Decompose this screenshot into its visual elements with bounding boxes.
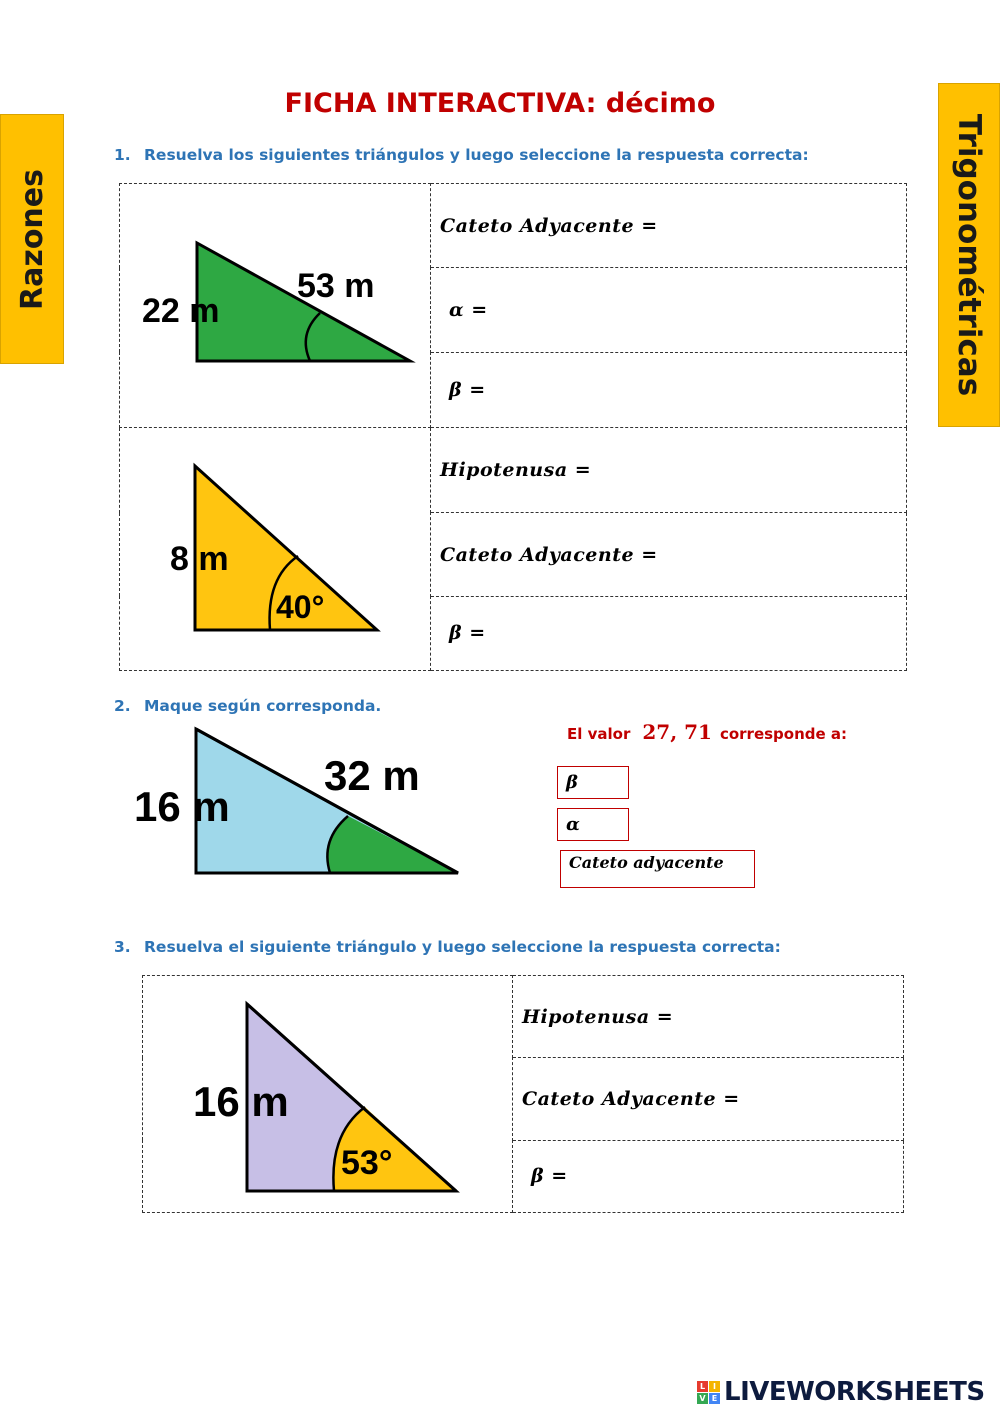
field-row[interactable] — [431, 184, 907, 268]
option-alpha-label: α — [566, 814, 580, 835]
field-row[interactable] — [431, 352, 907, 427]
triangle-q2-side-label: 16 m — [134, 783, 230, 830]
triangle-q2-hyp-label: 32 m — [324, 752, 420, 799]
triangle-a-figure — [120, 184, 430, 427]
liveworksheets-brand-text: LIVEWORKSHEETS — [724, 1377, 985, 1407]
option-beta-label: β — [566, 772, 578, 793]
side-tab-razones — [0, 114, 64, 364]
valor-number: 27, 71 — [642, 720, 712, 744]
question-2-text: Maque según corresponda. — [144, 697, 382, 715]
option-cateto-adyacente[interactable] — [560, 850, 755, 888]
question-1-text: Resuelva los siguientes triángulos y luego seleccione la respuesta correcta: — [144, 146, 809, 164]
field-row[interactable] — [513, 1058, 904, 1140]
logo-letter: E — [709, 1393, 720, 1404]
field-row[interactable] — [513, 976, 904, 1058]
field-label: Cateto Adyacente = — [440, 543, 658, 566]
side-tab-trigonometricas — [938, 83, 1000, 427]
option-beta[interactable] — [557, 766, 629, 799]
field-row[interactable] — [513, 1140, 904, 1212]
triangle-q3-angle-label: 53° — [341, 1144, 393, 1182]
triangle-q3-side-label: 16 m — [193, 1078, 289, 1125]
question-1 — [114, 146, 809, 164]
triangle-q2-figure — [120, 718, 480, 898]
option-alpha[interactable] — [557, 808, 629, 841]
field-label: α = — [449, 299, 488, 322]
valor-statement — [567, 720, 847, 744]
question-3 — [114, 938, 781, 956]
triangle-a-hyp-label: 53 m — [297, 267, 375, 305]
triangle-q3-figure — [143, 976, 512, 1212]
question-3-text: Resuelva el siguiente triángulo y luego seleccione la respuesta correcta: — [144, 938, 781, 956]
field-row[interactable] — [431, 428, 907, 513]
triangle-b-cell — [120, 428, 431, 671]
liveworksheets-logo-icon — [697, 1381, 720, 1404]
logo-letter: V — [697, 1393, 708, 1404]
question-2-number: 2. — [114, 697, 131, 715]
option-cateto-label: Cateto adyacente — [569, 853, 724, 872]
valor-prefix: El valor — [567, 725, 631, 743]
valor-suffix: corresponde a: — [719, 725, 848, 743]
triangle-b-figure — [120, 428, 430, 670]
field-row[interactable] — [431, 513, 907, 596]
side-tab-left-label: Razones — [14, 168, 50, 310]
field-label: β = — [531, 1165, 568, 1188]
triangle-a-cell — [120, 184, 431, 428]
triangle-b-side-label: 8 m — [170, 540, 229, 578]
question-1-number: 1. — [114, 146, 131, 164]
field-label: Hipotenusa = — [440, 459, 592, 482]
field-label: Cateto Adyacente = — [522, 1088, 740, 1111]
page-title: FICHA INTERACTIVA: décimo — [284, 88, 716, 119]
question-3-number: 3. — [114, 938, 131, 956]
question-1-table — [119, 183, 907, 671]
field-row[interactable] — [431, 268, 907, 352]
field-row[interactable] — [431, 596, 907, 670]
triangle-q2-angle-fill — [327, 816, 458, 873]
triangle-b-angle-label: 40° — [276, 589, 325, 625]
field-label: Cateto Adyacente = — [440, 214, 658, 237]
triangle-q3-cell — [143, 976, 513, 1213]
field-label: β = — [449, 622, 486, 645]
field-label: β = — [449, 378, 486, 401]
liveworksheets-brand — [697, 1377, 985, 1407]
logo-letter: L — [697, 1381, 708, 1392]
question-2 — [114, 697, 381, 715]
field-label: Hipotenusa = — [522, 1005, 674, 1028]
side-tab-right-label: Trigonométricas — [951, 113, 988, 397]
triangle-a-side-label: 22 m — [142, 292, 220, 330]
question-3-table — [142, 975, 904, 1213]
logo-letter: I — [709, 1381, 720, 1392]
